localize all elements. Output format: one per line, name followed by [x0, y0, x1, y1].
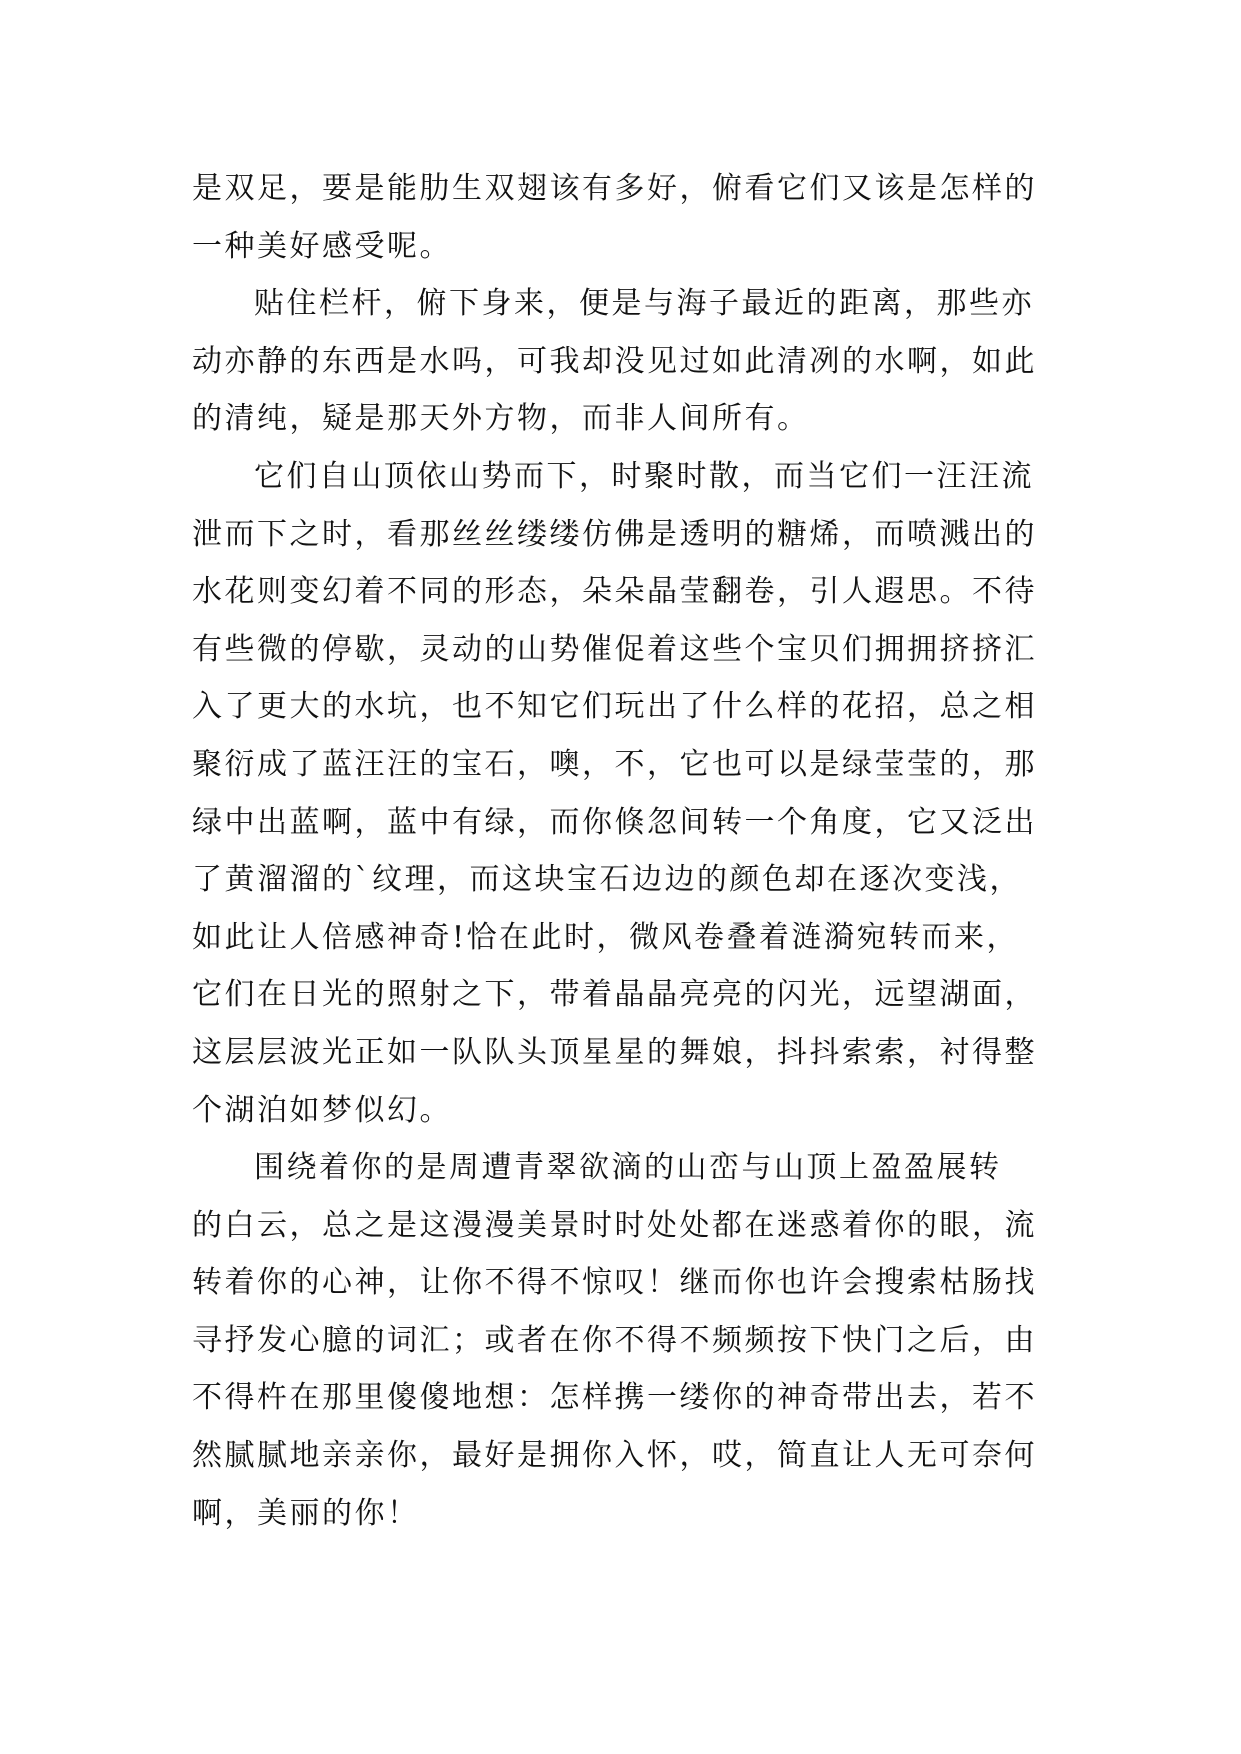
paragraph-4-line-6: 然腻腻地亲亲你，最好是拥你入怀，哎，简直让人无可奈何 [192, 1438, 1037, 1474]
paragraph-3-line-4: 有些微的停歇，灵动的山势催促着这些个宝贝们拥拥挤挤汇 [192, 631, 1037, 667]
article-body [192, 160, 1062, 1542]
paragraph-4-line-7: 啊，美丽的你！ [192, 1495, 420, 1531]
paragraph-2-line-3: 的清纯，疑是那天外方物，而非人间所有。 [192, 401, 810, 437]
paragraph-4-line-4: 寻抒发心臆的词汇；或者在你不得不频频按下快门之后，由 [192, 1322, 1037, 1358]
paragraph-1-line-1: 是双足，要是能肋生双翅该有多好，俯看它们又该是怎样的 [192, 171, 1037, 206]
paragraph-4-line-1: 围绕着你的是周遭青翠欲滴的山峦与山顶上盈盈展转 [254, 1150, 1002, 1186]
paragraph-2-line-2: 动亦静的东西是水吗，可我却没见过如此清冽的水啊，如此 [192, 343, 1037, 379]
paragraph-1-line-2: 一种美好感受呢。 [192, 228, 452, 264]
paragraph-3-line-9: 如此让人倍感神奇!恰在此时，微风卷叠着涟漪宛转而来， [192, 919, 1020, 955]
paragraph-3-line-1: 它们自山顶依山势而下，时聚时散，而当它们一汪汪流 [254, 458, 1034, 494]
paragraph-3-line-5: 入了更大的水坑，也不知它们玩出了什么样的花招，总之相 [192, 689, 1037, 725]
paragraph-3-line-2: 泄而下之时，看那丝丝缕缕仿佛是透明的糖烯，而喷溅出的 [192, 516, 1037, 552]
paragraph-4-line-3: 转着你的心神，让你不得不惊叹！继而你也许会搜索枯肠找 [192, 1265, 1037, 1301]
paragraph-2-line-1: 贴住栏杆，俯下身来，便是与海子最近的距离，那些亦 [254, 286, 1034, 322]
paragraph-3-line-7: 绿中出蓝啊，蓝中有绿，而你倏忽间转一个角度，它又泛出 [192, 804, 1037, 840]
paragraph-4-line-5: 不得杵在那里傻傻地想：怎样携一缕你的神奇带出去，若不 [192, 1380, 1037, 1416]
paragraph-3-line-6: 聚衍成了蓝汪汪的宝石，噢，不，它也可以是绿莹莹的，那 [192, 746, 1037, 782]
paragraph-4-line-2: 的白云，总之是这漫漫美景时时处处都在迷惑着你的眼，流 [192, 1207, 1037, 1243]
paragraph-3-line-3: 水花则变幻着不同的形态，朵朵晶莹翻卷，引人遐思。不待 [192, 574, 1037, 610]
paragraph-3-line-10: 它们在日光的照射之下，带着晶晶亮亮的闪光，远望湖面， [192, 977, 1037, 1013]
paragraph-3-line-11: 这层层波光正如一队队头顶星星的舞娘，抖抖索索，衬得整 [192, 1034, 1037, 1070]
paragraph-3-line-12: 个湖泊如梦似幻。 [192, 1092, 452, 1128]
paragraph-3-line-8: 了黄溜溜的`纹理，而这块宝石边边的颜色却在逐次变浅， [192, 862, 1022, 898]
